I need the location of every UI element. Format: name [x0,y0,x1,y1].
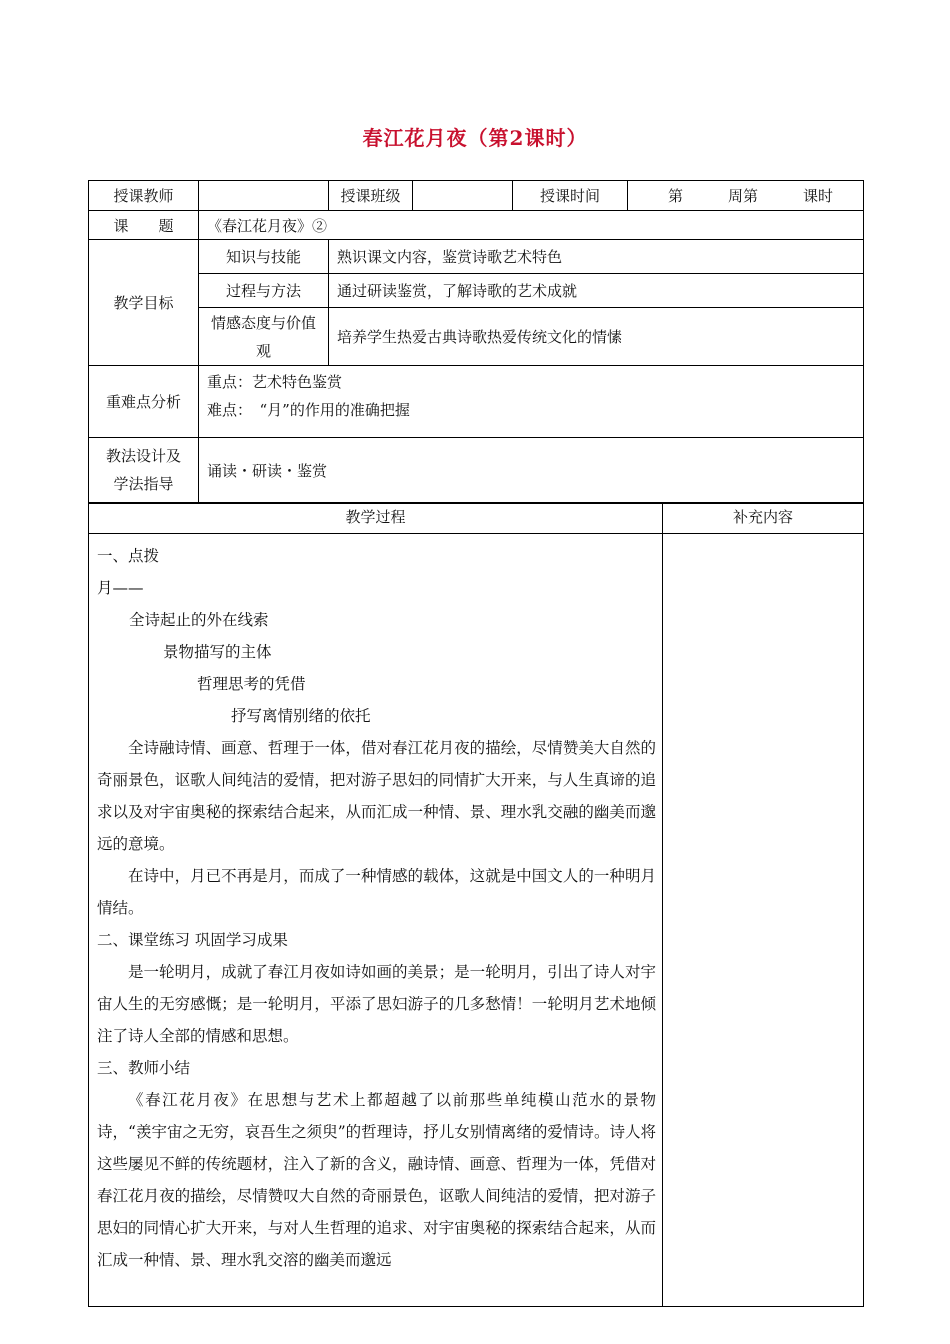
time-week-suffix: 周第 [727,187,758,205]
method-label-line1: 教法设计及 [105,447,181,465]
objective-emotion-value: 培养学生热爱古典诗歌热爱传统文化的情愫 [329,308,864,366]
topic-value: 《春江花月夜》② [199,211,864,240]
teacher-label: 授课教师 [89,181,199,211]
time-week-prefix: 第 [668,187,684,205]
supplement-content [663,534,864,1307]
moon-role-3: 哲理思考的凭借 [197,675,306,693]
lesson-info-table [88,180,864,503]
moon-heading: 月—— [97,579,144,597]
supplement-header: 补充内容 [663,504,864,534]
paragraph-4: 《春江花月夜》在思想与艺术上都超越了以前那些单纯模山范水的景物诗，“羡宇宙之无穷，哀吾生之须臾”的哲理诗，抒儿女别情离绪的爱情诗。诗人将这些屡见不鲜的传统题材，注入了新的含义，融诗情、画意、哲理为一体，凭借对春江花月夜的描绘，尽情赞叹大自然的奇丽景色，讴歌人间纯洁的爱情，把对游子思妇的同情心扩大开来，与对人生哲理的追求、对宇宙奥秘的探索结合起来，从而汇成一种情、景、理水乳交溶的幽美而邈远 [97,1091,656,1269]
moon-role-1: 全诗起止的外在线索 [129,611,269,629]
paragraph-3: 是一轮明月，成就了春江月夜如诗如画的美景；是一轮明月，引出了诗人对宇宙人生的无穷感慨；是一轮明月，平添了思妇游子的几多愁情！一轮明月艺术地倾注了诗人全部的情感和思想。 [97,963,656,1045]
section-3-title: 三、教师小结 [97,1059,191,1077]
page-title: 春江花月夜（第2课时） [362,126,588,150]
teaching-process-table [88,503,864,1307]
key-difficulty: 难点： “月”的作用的准确把握 [207,401,410,419]
method-value: 诵读・研读・鉴赏 [199,438,864,503]
objectives-label: 教学目标 [89,240,199,366]
teacher-value [199,181,329,211]
time-label: 授课时间 [513,181,628,211]
method-label-line2: 学法指导 [113,475,174,493]
paragraph-2: 在诗中，月已不再是月，而成了一种情感的载体，这就是中国文人的一种明月情结。 [97,867,656,917]
time-period-suffix: 课时 [802,187,833,205]
key-points-value [199,366,864,438]
objective-process-value: 通过研读鉴赏，了解诗歌的艺术成就 [329,274,864,308]
class-value [413,181,513,211]
class-label: 授课班级 [329,181,413,211]
objective-emotion-label: 情感态度与价值观 [199,308,329,366]
process-content [89,534,663,1307]
objective-process-label: 过程与方法 [199,274,329,308]
moon-role-4: 抒写离情别绪的依托 [231,707,371,725]
topic-label: 课 题 [89,211,199,240]
key-focus: 重点：艺术特色鉴赏 [207,373,343,391]
objective-knowledge-label: 知识与技能 [199,240,329,274]
moon-role-2: 景物描写的主体 [163,643,272,661]
key-points-label: 重难点分析 [89,366,199,438]
objective-knowledge-value: 熟识课文内容，鉴赏诗歌艺术特色 [329,240,864,274]
process-header: 教学过程 [89,504,663,534]
paragraph-1: 全诗融诗情、画意、哲理于一体，借对春江花月夜的描绘，尽情赞美大自然的奇丽景色，讴歌人间纯洁的爱情，把对游子思妇的同情扩大开来，与人生真谛的追求以及对宇宙奥秘的探索结合起来，从而汇成一种情、景、理水乳交融的幽美而邈远的意境。 [97,739,656,853]
time-value [628,181,864,211]
section-1-title: 一、点拨 [97,547,160,565]
section-2-title: 二、课堂练习 巩固学习成果 [97,931,288,949]
method-label [89,438,199,503]
